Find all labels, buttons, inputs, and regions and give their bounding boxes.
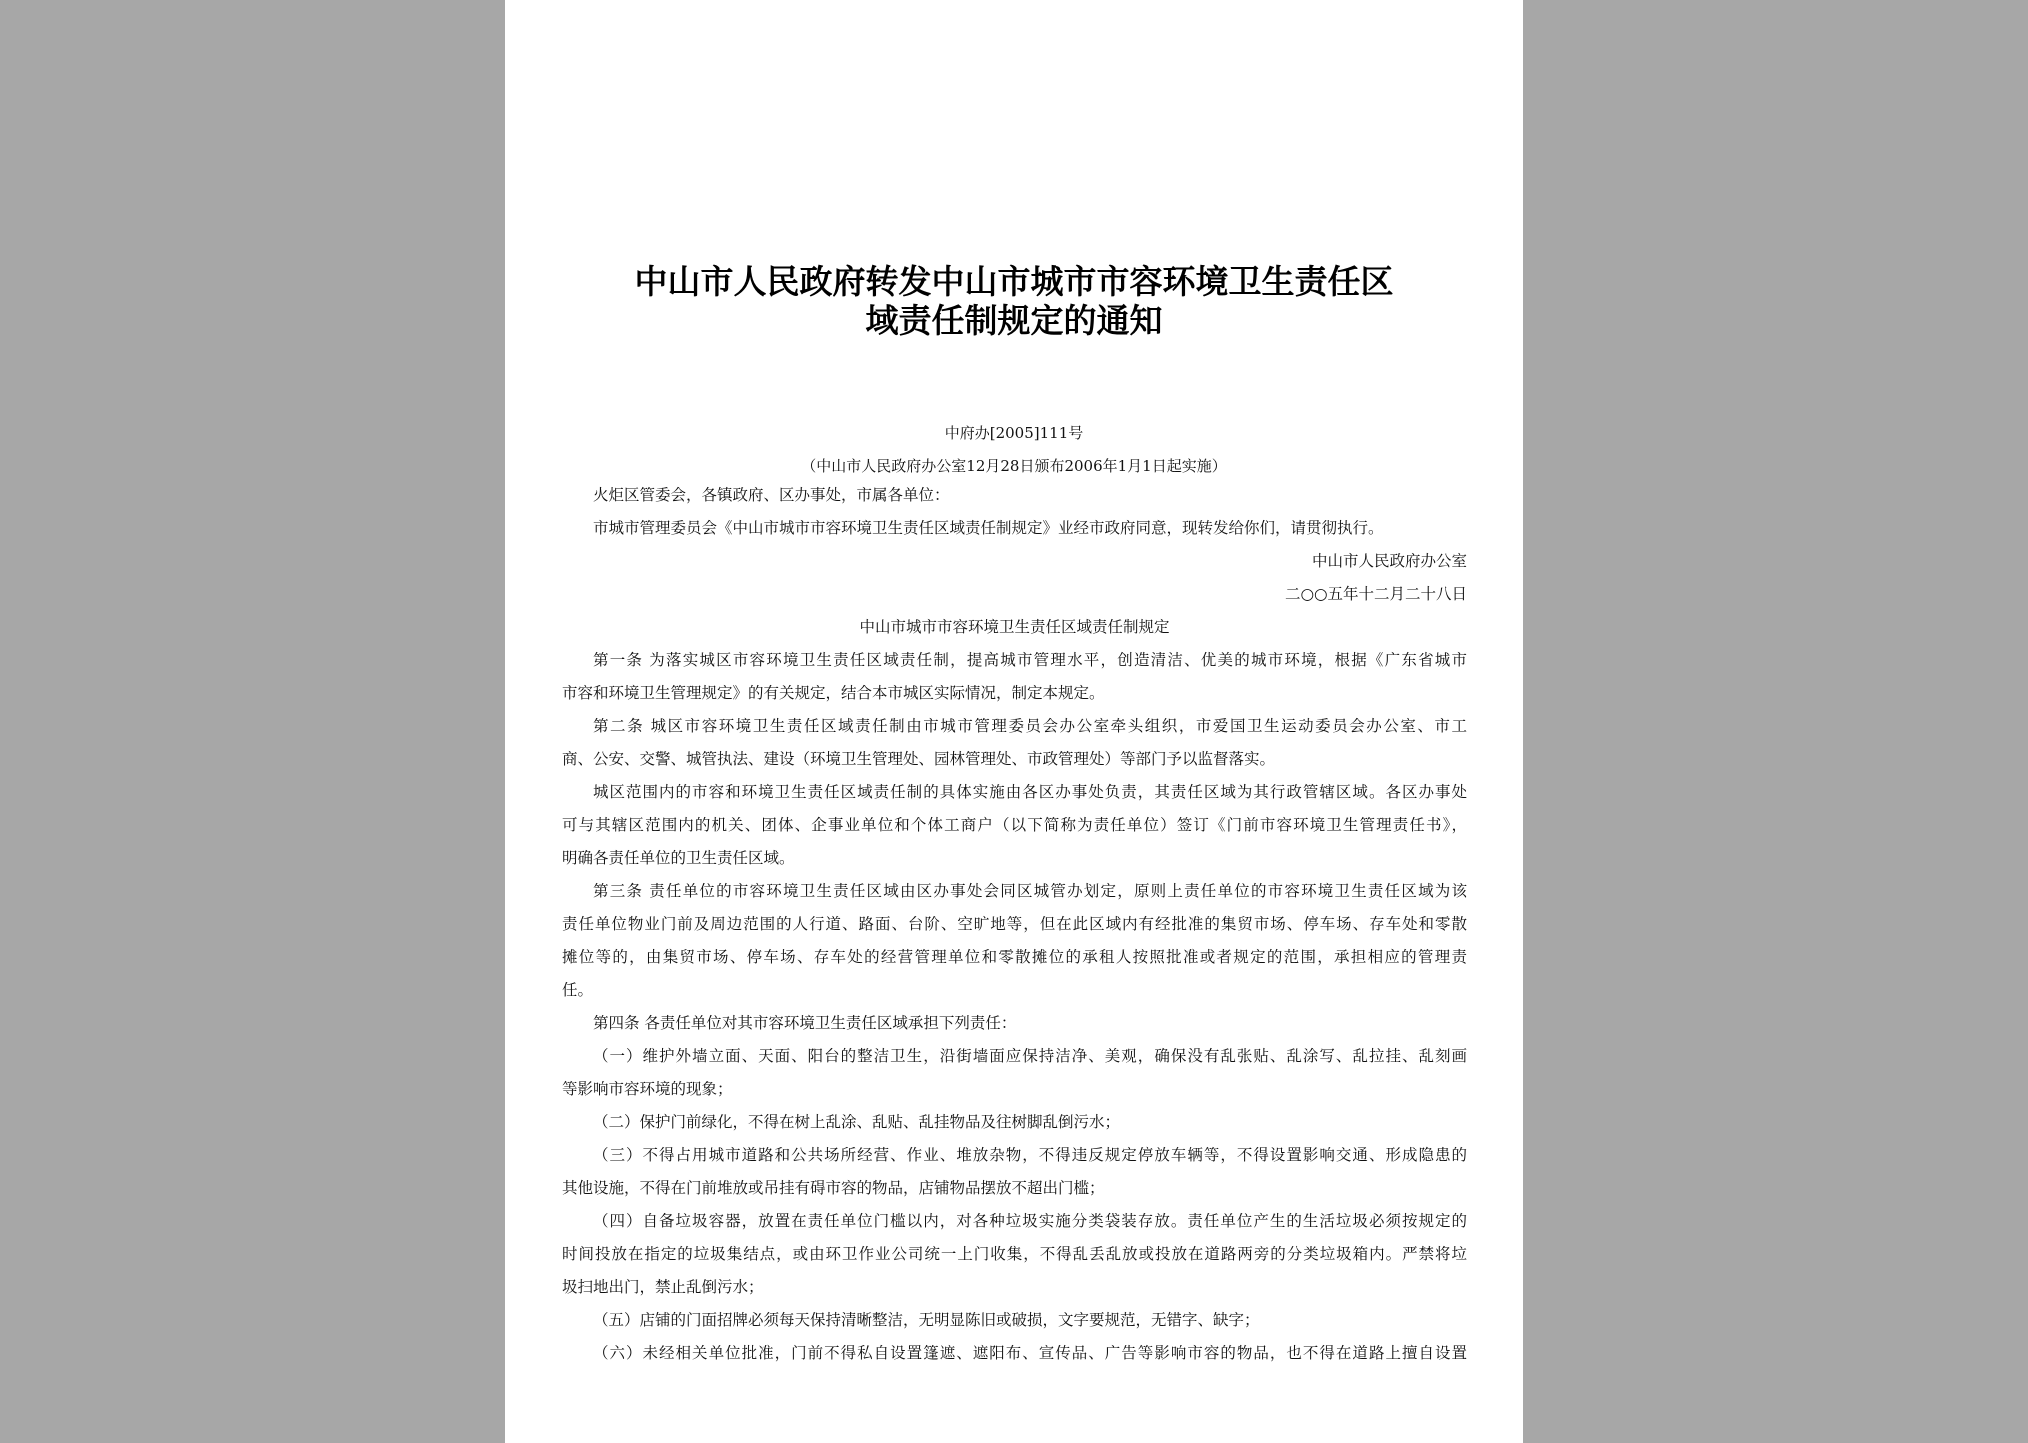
body-line: 中山市人民政府办公室 [1311,552,1467,570]
document-number: 中府办[2005]111号 [944,424,1084,442]
title-line-2: 域责任制规定的通知 [865,301,1163,340]
body-line: 摊位等的，由集贸市场、停车场、存车处的经营管理单位和零散摊位的承租人按照批准或者规定的范围，承担相应的管理责 [562,948,1467,966]
body-line: 圾扫地出门，禁止乱倒污水； [562,1278,764,1296]
body-line: 第二条 城区市容环境卫生责任区域责任制由市城市管理委员会办公室牵头组织，市爱国卫生运动委员会办公室、市工 [593,717,1467,735]
body-line: （六）未经相关单位批准，门前不得私自设置篷遮、遮阳布、宣传品、广告等影响市容的物品，也不得在道路上擅自设置 [593,1344,1467,1362]
body-line: 第三条 责任单位的市容环境卫生责任区域由区办事处会同区城管办划定，原则上责任单位的市容环境卫生责任区域为该 [593,882,1467,900]
body-line: （一）维护外墙立面、天面、阳台的整洁卫生，沿街墙面应保持洁净、美观，确保没有乱张贴、乱涂写、乱拉挂、乱刻画 [593,1047,1467,1065]
body-line: 中山市城市市容环境卫生责任区域责任制规定 [859,618,1170,636]
body-line: （三）不得占用城市道路和公共场所经营、作业、堆放杂物，不得违反规定停放车辆等，不得设置影响交通、形成隐患的 [593,1146,1467,1164]
body-line: 城区范围内的市容和环境卫生责任区域责任制的具体实施由各区办事处负责，其责任区域为其行政管辖区域。各区办事处 [593,783,1467,801]
document-title [565,262,1463,340]
body-line: 商、公安、交警、城管执法、建设（环境卫生管理处、园林管理处、市政管理处）等部门予以监督落实。 [562,750,1276,768]
body-line: 等影响市容环境的现象； [562,1080,733,1098]
body-line: 可与其辖区范围内的机关、团体、企事业单位和个体工商户（以下简称为责任单位）签订《门前市容环境卫生管理责任书》， [562,816,1467,834]
body-line: 第一条 为落实城区市容环境卫生责任区域责任制，提高城市管理水平，创造清洁、优美的城市环境，根据《广东省城市 [593,651,1467,669]
body-line: （四）自备垃圾容器，放置在责任单位门槛以内，对各种垃圾实施分类袋装存放。责任单位产生的生活垃圾必须按规定的 [593,1212,1467,1230]
body-line: 责任单位物业门前及周边范围的人行道、路面、台阶、空旷地等，但在此区域内有经批准的集贸市场、停车场、存车处和零散 [562,915,1467,933]
body-line: 任。 [562,981,594,999]
body-line: 二○○五年十二月二十八日 [1284,585,1467,603]
document-page [505,0,1523,1443]
body-line: 明确各责任单位的卫生责任区域。 [562,849,795,867]
body-line: 第四条 各责任单位对其市容环境卫生责任区域承担下列责任： [593,1014,1017,1032]
body-line: 其他设施，不得在门前堆放或吊挂有碍市容的物品，店铺物品摆放不超出门槛； [562,1179,1105,1197]
body-line: 市容和环境卫生管理规定》的有关规定，结合本市城区实际情况，制定本规定。 [562,684,1105,702]
body-line: （五）店铺的门面招牌必须每天保持清晰整洁，无明显陈旧或破损，文字要规范，无错字、缺字； [593,1311,1260,1329]
body-line: （二）保护门前绿化，不得在树上乱涂、乱贴、乱挂物品及往树脚乱倒污水； [593,1113,1121,1131]
title-line-1: 中山市人民政府转发中山市城市市容环境卫生责任区 [634,262,1394,301]
body-line: 火炬区管委会，各镇政府、区办事处，市属各单位： [593,486,950,504]
document-issue-note: （中山市人民政府办公室12月28日颁布2006年1月1日起实施） [801,457,1227,475]
body-line: 市城市管理委员会《中山市城市市容环境卫生责任区域责任制规定》业经市政府同意，现转发给你们，请贯彻执行。 [593,519,1384,537]
body-line: 时间投放在指定的垃圾集结点，或由环卫作业公司统一上门收集，不得乱丢乱放或投放在道路两旁的分类垃圾箱内。严禁将垃 [562,1245,1467,1263]
